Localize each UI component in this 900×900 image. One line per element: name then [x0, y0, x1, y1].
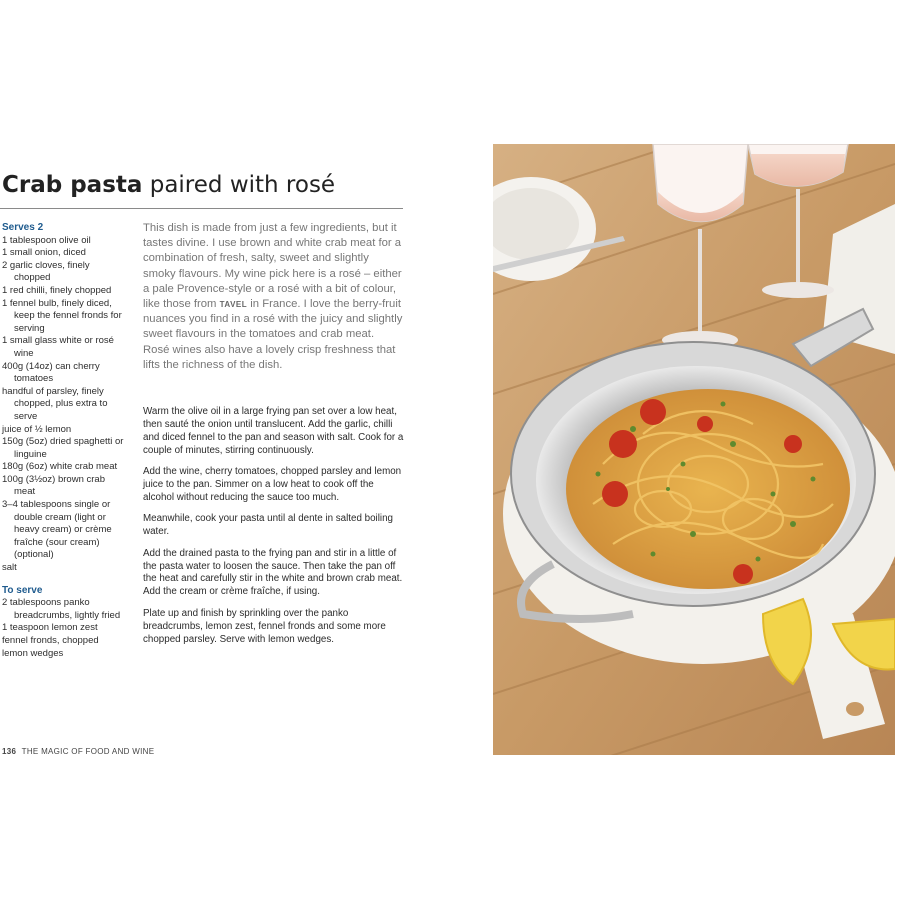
method-step: Warm the olive oil in a large frying pan set over a low heat, then sauté the onion until translucent. Add the garlic, chilli and diced fennel to the pan and season with salt. Cook for a couple of minutes, stirring continuously.: [143, 406, 404, 456]
ingredient-item: handful of parsley, finely chopped, plus extra to serve: [2, 385, 108, 422]
glass-stem-right: [796, 189, 800, 289]
intro-paragraph: [143, 221, 403, 373]
recipe-title-pairing: paired with rosé: [142, 172, 336, 198]
ingredient-item: 100g (3½oz) brown crab meat: [2, 473, 105, 498]
board-handle-hole: [846, 702, 864, 716]
ingredient-item: 1 tablespoon olive oil: [2, 234, 91, 246]
method-step: Meanwhile, cook your pasta until al dente in salted boiling water.: [143, 513, 393, 538]
ingredient-item: 180g (6oz) white crab meat: [2, 461, 118, 473]
to-serve-heading: To serve: [2, 584, 43, 596]
method-steps: [143, 406, 405, 655]
serves-heading: Serves 2: [2, 222, 44, 233]
glass-base-right: [762, 282, 834, 298]
to-serve-item: fennel fronds, chopped: [2, 635, 99, 646]
ingredient-item: 1 red chilli, finely chopped: [2, 284, 112, 296]
method-step: Add the wine, cherry tomatoes, chopped parsley and lemon juice to the pan. Simmer on a low heat to cook off the alcohol without reducing the sauce too much.: [143, 466, 402, 503]
to-serve-item: 2 tablespoons panko breadcrumbs, lightly fried: [2, 597, 121, 621]
dish-photo: [493, 144, 895, 755]
glass-stem-left: [698, 229, 702, 339]
to-serve-item: lemon wedges: [2, 647, 64, 659]
title-divider: [0, 208, 403, 209]
ingredient-item: 2 garlic cloves, finely chopped: [2, 259, 90, 284]
intro-text-start: This dish is made from just a few ingredients, but it tastes divine. I use brown and white crab meat for a combination of fresh, salty, sweet and slightly smoky flavours. My wine pick here is a rosé – either a pale Provence-style or a rosé with a bit of colour, like those from: [143, 222, 402, 311]
page-number: 136: [2, 747, 17, 756]
method-step: Add the drained pasta to the frying pan and stir in a little of the pasta water to loosen the sauce. Then take the pan off the heat and carefully stir in the white and brown crab meat. Add the cream or crème fraîche, if using.: [143, 547, 403, 598]
intro-emphasis: TAVEL: [219, 300, 248, 310]
intro-text-end: in France. I love the berry-fruit nuances you find in a rosé with the juicy and slightly sweet flavours in the tomatoes and crab meat. Rosé wines also have a lovely crisp freshness that lifts the richness of the dish.: [143, 298, 403, 371]
running-title: THE MAGIC OF FOOD AND WINE: [21, 747, 155, 756]
method-step: Plate up and finish by sprinkling over the panko breadcrumbs, lemon zest, fennel fronds and some more chopped parsley. Serve with lemon wedges.: [143, 607, 386, 645]
ingredient-item: 1 small glass white or rosé wine: [2, 335, 114, 359]
ingredient-item: 400g (14oz) can cherry tomatoes: [2, 360, 100, 385]
ingredient-item: 1 small onion, diced: [2, 247, 86, 259]
dish-photo-illustration: [493, 144, 895, 755]
ingredient-item: 3–4 tablespoons single or double cream (light or heavy cream) or crème fraîche (sour cream) (optional): [2, 499, 112, 561]
ingredient-item: 1 fennel bulb, finely diced, keep the fennel fronds for serving: [2, 297, 122, 334]
page-footer: [2, 747, 154, 756]
ingredient-item: juice of ½ lemon: [2, 423, 72, 435]
recipe-title-main: Crab pasta: [2, 172, 143, 198]
ingredient-item: salt: [2, 562, 17, 574]
ingredient-item: 150g (5oz) dried spaghetti or linguine: [2, 436, 124, 460]
section-gap: [2, 575, 128, 585]
recipe-title: [2, 172, 335, 198]
to-serve-item: 1 teaspoon lemon zest: [2, 622, 98, 634]
ingredients-column: [2, 222, 128, 660]
